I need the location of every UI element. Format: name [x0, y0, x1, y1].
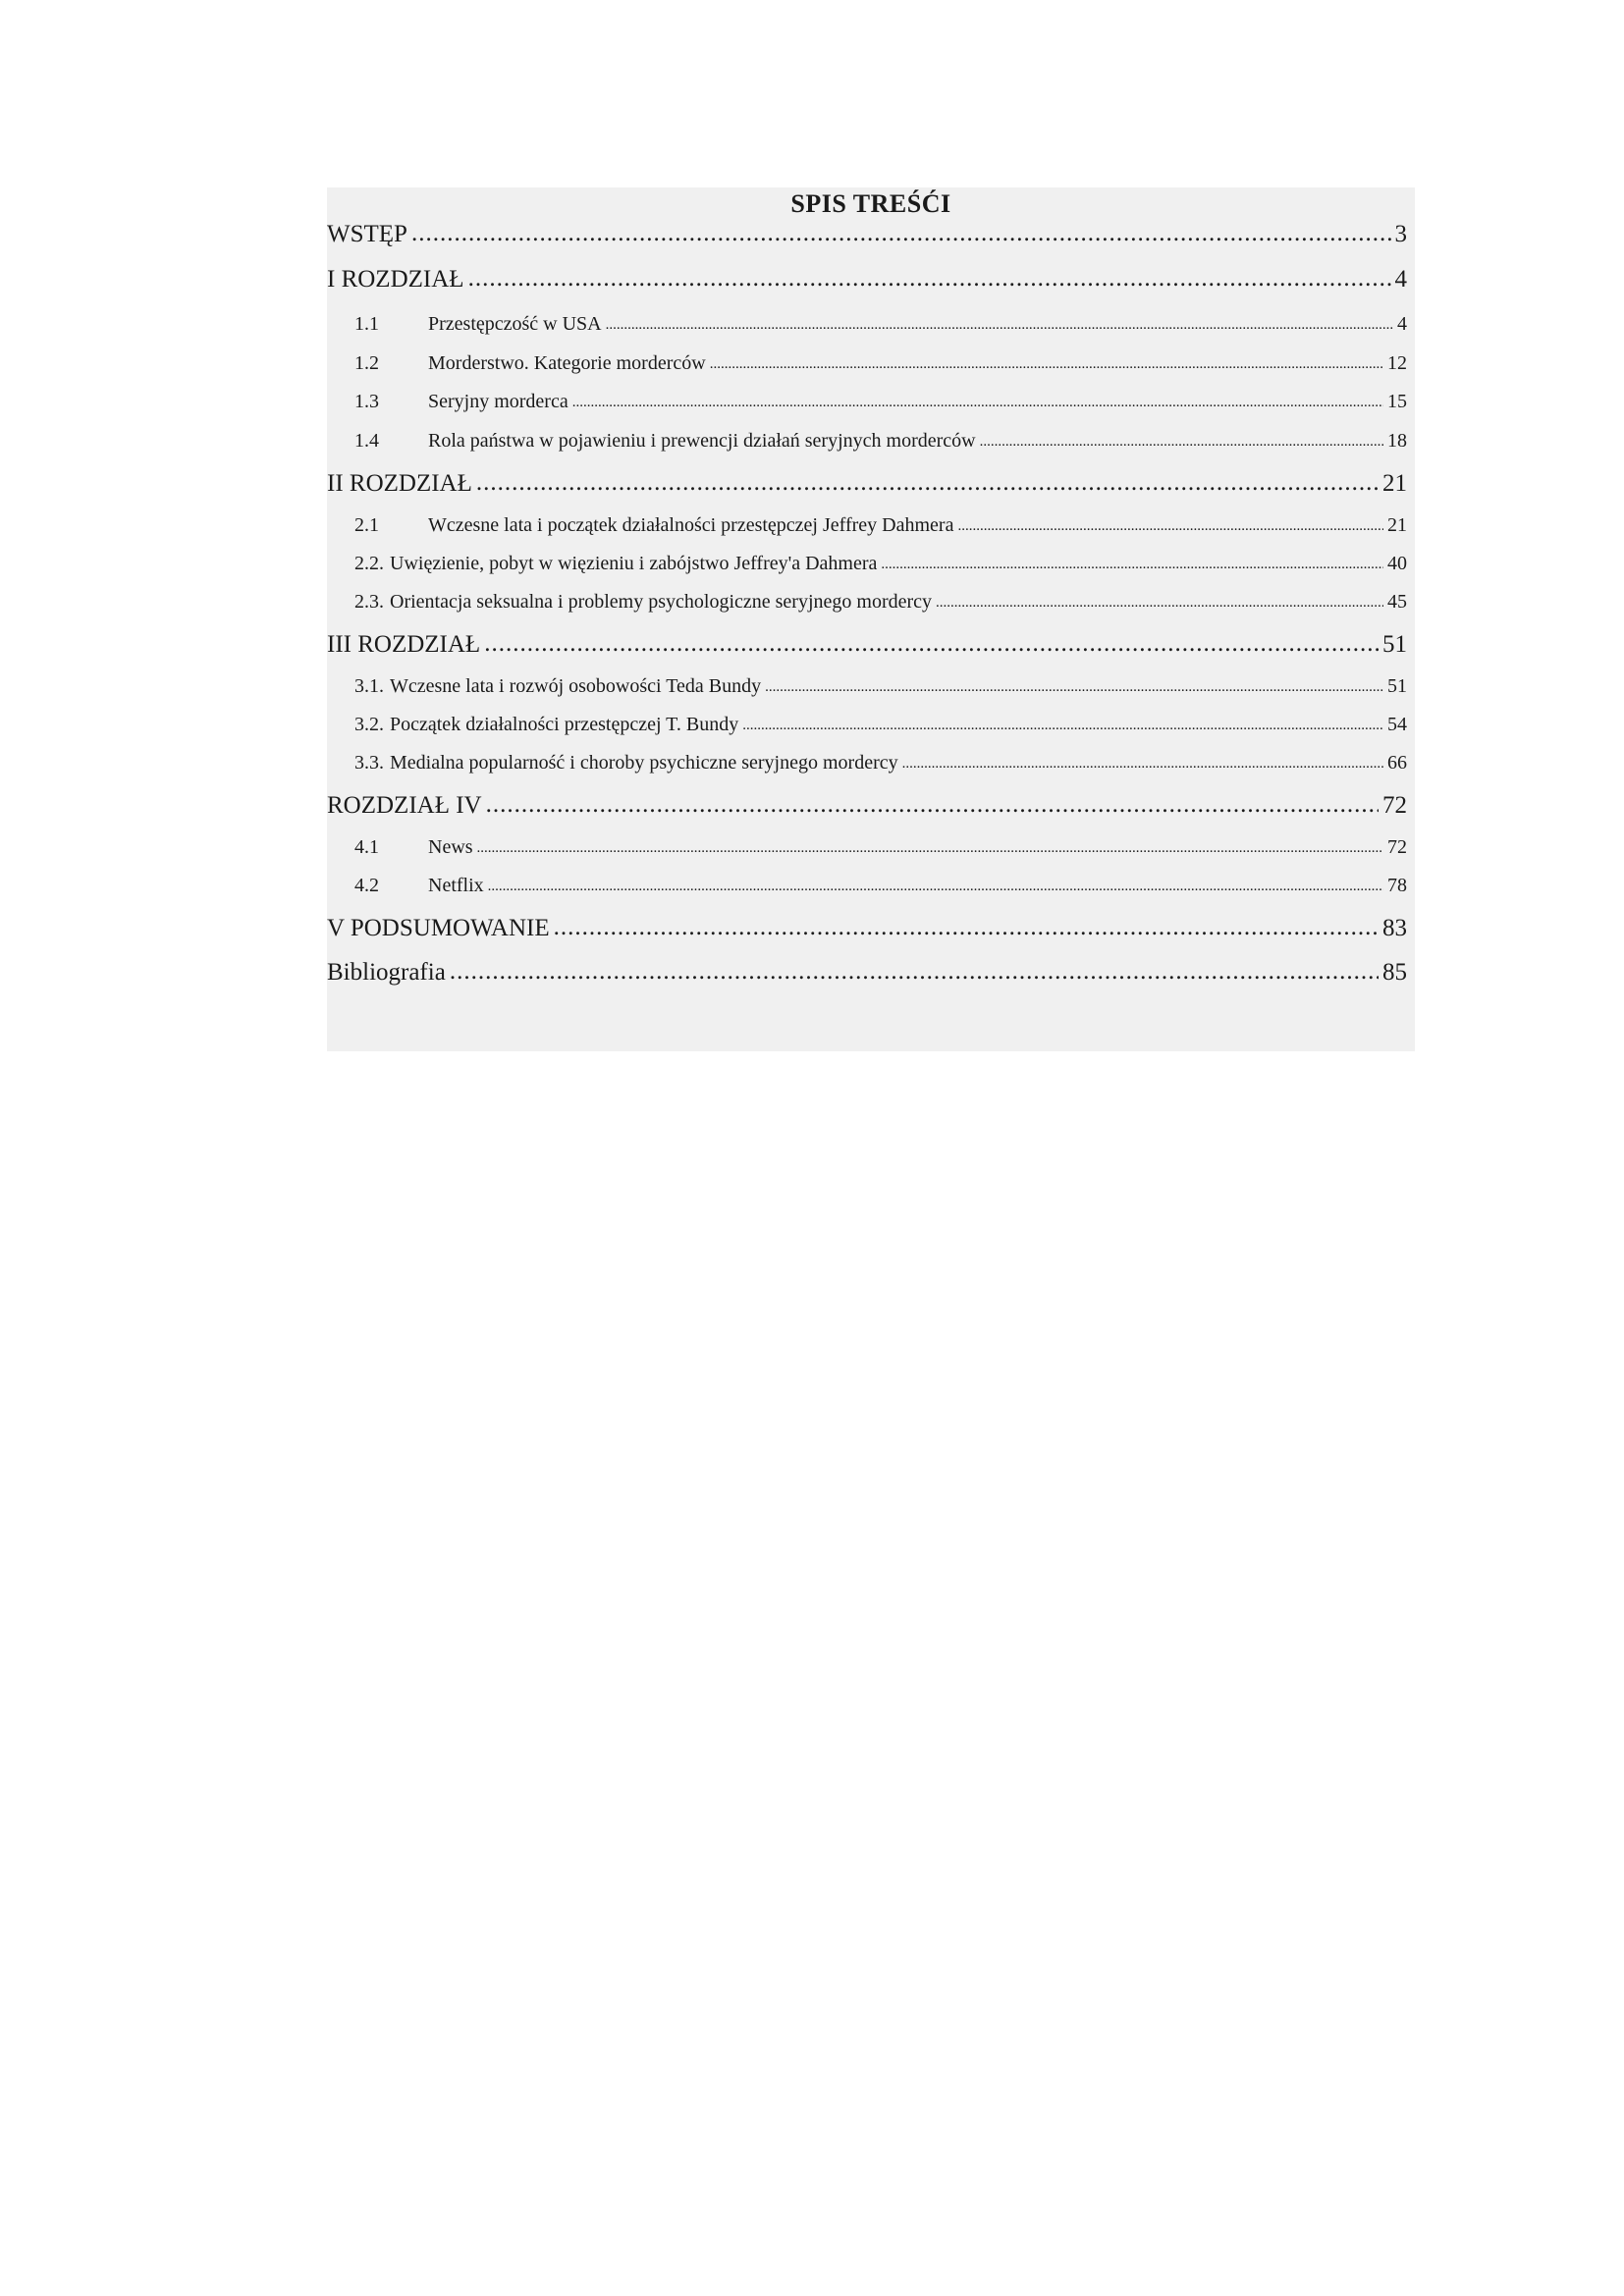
toc-entry-page: 3 [1394, 221, 1407, 247]
toc-entry-page: 40 [1387, 553, 1407, 574]
toc-entry-label: Netflix [428, 875, 484, 896]
toc-entry-number: 1.1 [354, 313, 379, 335]
toc-dot-leader [902, 751, 1383, 774]
toc-entry-number: 1.3 [354, 391, 379, 412]
toc-entry-page: 51 [1387, 675, 1407, 697]
toc-entry-page: 4 [1394, 266, 1407, 293]
toc-entry-label: Początek działalności przestępczej T. Bundy [390, 714, 739, 735]
toc-dot-leader [606, 312, 1393, 335]
toc-entry-page: 66 [1387, 752, 1407, 774]
toc-dot-leader [554, 914, 1379, 941]
toc-dot-leader [488, 874, 1383, 896]
toc-entry-bibliografia[interactable] [327, 959, 1407, 987]
toc-dot-leader [411, 220, 1391, 247]
toc-entry-page: 4 [1397, 313, 1407, 335]
toc-entry-label: Orientacja seksualna i problemy psychologiczne seryjnego mordercy [390, 591, 933, 613]
toc-entry-label: III ROZDZIAŁ [327, 631, 481, 658]
toc-entry-1-3[interactable] [327, 391, 1407, 413]
toc-dot-leader [742, 713, 1383, 735]
toc-entry-label: I ROZDZIAŁ [327, 266, 464, 293]
toc-entry-number: 4.1 [354, 836, 379, 858]
toc-entry-number: 3.3. [354, 752, 384, 774]
toc-entry-label: Uwięzienie, pobyt w więzieniu i zabójstwo Jeffrey'a Dahmera [390, 553, 878, 574]
toc-entry-number: 4.2 [354, 875, 379, 896]
toc-entry-rozdzial-4[interactable] [327, 792, 1407, 820]
toc-entry-page: 85 [1382, 959, 1407, 986]
toc-entry-label: Rola państwa w pojawieniu i prewencji działań seryjnych morderców [428, 430, 976, 452]
toc-entry-number: 1.4 [354, 430, 379, 452]
toc-entry-label: Morderstwo. Kategorie morderców [428, 352, 706, 374]
toc-entry-page: 51 [1382, 631, 1407, 658]
toc-entry-label: II ROZDZIAŁ [327, 470, 472, 497]
toc-entry-number: 2.1 [354, 514, 379, 536]
toc-dot-leader [450, 958, 1379, 986]
toc-entry-number: 2.2. [354, 553, 384, 574]
toc-entry-page: 83 [1382, 915, 1407, 941]
toc-entry-page: 45 [1387, 591, 1407, 613]
toc-dot-leader [936, 590, 1383, 613]
toc-entry-label: Seryjny morderca [428, 391, 568, 412]
toc-dot-leader [486, 791, 1379, 819]
toc-entry-label: Przestępczość w USA [428, 313, 602, 335]
toc-entry-1-1[interactable] [327, 313, 1407, 336]
toc-entry-3-2[interactable] [327, 714, 1407, 736]
toc-entry-4-1[interactable] [327, 836, 1407, 859]
toc-entry-rozdzial-1[interactable] [327, 266, 1407, 294]
table-of-contents [327, 187, 1415, 1051]
toc-entry-page: 72 [1382, 792, 1407, 819]
toc-entry-label: V PODSUMOWANIE [327, 915, 550, 941]
toc-entry-label: News [428, 836, 473, 858]
toc-entry-page: 72 [1387, 836, 1407, 858]
toc-entry-rozdzial-2[interactable] [327, 470, 1407, 498]
toc-entry-label: Medialna popularność i choroby psychiczne seryjnego mordercy [390, 752, 898, 774]
toc-dot-leader [477, 835, 1383, 858]
toc-dot-leader [484, 630, 1379, 658]
toc-entry-page: 21 [1387, 514, 1407, 536]
toc-entry-3-1[interactable] [327, 675, 1407, 698]
toc-entry-page: 18 [1387, 430, 1407, 452]
toc-dot-leader [710, 351, 1383, 374]
toc-entry-page: 12 [1387, 352, 1407, 374]
toc-entry-wstep[interactable] [327, 221, 1407, 248]
toc-entry-number: 3.1. [354, 675, 384, 697]
toc-dot-leader [476, 469, 1379, 497]
toc-entry-page: 15 [1387, 391, 1407, 412]
toc-dot-leader [957, 513, 1383, 536]
toc-entry-page: 21 [1382, 470, 1407, 497]
toc-entry-page: 78 [1387, 875, 1407, 896]
toc-entry-1-4[interactable] [327, 430, 1407, 453]
toc-entry-page: 54 [1387, 714, 1407, 735]
toc-entry-2-1[interactable] [327, 514, 1407, 537]
toc-dot-leader [468, 265, 1391, 293]
toc-entry-3-3[interactable] [327, 752, 1407, 774]
toc-entry-label: Bibliografia [327, 959, 446, 986]
toc-title: SPIS TREŚĆI [790, 189, 951, 218]
toc-entry-2-2[interactable] [327, 553, 1407, 575]
toc-entry-1-2[interactable] [327, 352, 1407, 375]
toc-dot-leader [765, 674, 1383, 697]
toc-dot-leader [572, 390, 1383, 412]
toc-entry-number: 1.2 [354, 352, 379, 374]
toc-dot-leader [980, 429, 1383, 452]
toc-entry-label: Wczesne lata i początek działalności przestępczej Jeffrey Dahmera [428, 514, 954, 536]
toc-entry-label: ROZDZIAŁ IV [327, 792, 482, 819]
toc-entry-label: WSTĘP [327, 221, 407, 247]
toc-entry-number: 2.3. [354, 591, 384, 613]
toc-entry-4-2[interactable] [327, 875, 1407, 897]
toc-entry-label: Wczesne lata i rozwój osobowości Teda Bundy [390, 675, 762, 697]
toc-entry-number: 3.2. [354, 714, 384, 735]
toc-entry-2-3[interactable] [327, 591, 1407, 614]
toc-entry-rozdzial-3[interactable] [327, 631, 1407, 659]
toc-entry-podsumowanie[interactable] [327, 915, 1407, 942]
toc-dot-leader [881, 552, 1383, 574]
